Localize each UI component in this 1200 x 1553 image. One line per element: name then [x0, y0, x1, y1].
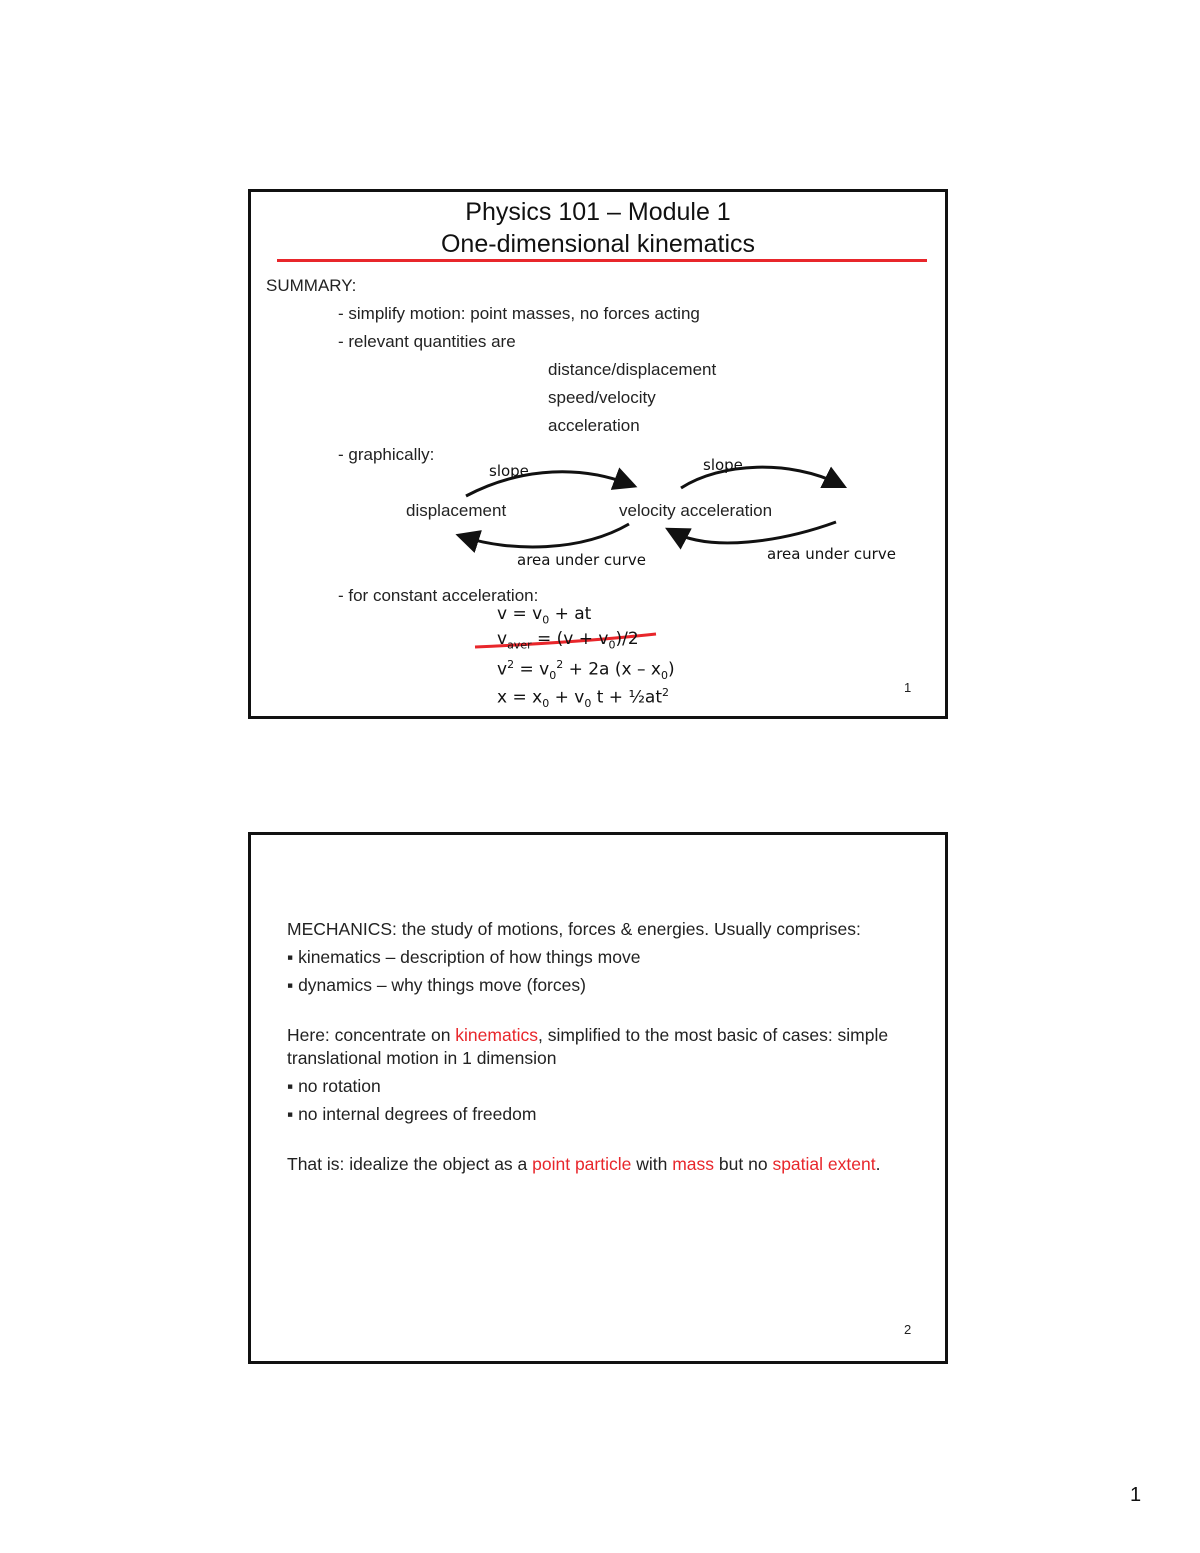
node-velocity-acceleration: velocity acceleration: [619, 501, 773, 520]
equation-position: $x = x_0 + v_0$ $t + \frac{1}{2}at^2$: [497, 686, 670, 711]
quantity-displacement: distance/displacement: [548, 360, 717, 379]
mechanics-definition: MECHANICS: the study of motions, forces & energies. Usually comprises:: [287, 919, 861, 939]
bullet-dynamics: ▪ dynamics – why things move (forces): [287, 975, 586, 995]
area-arrow-right: [673, 522, 836, 543]
idealize-paragraph: That is: idealize the object as a point particle with mass but no spatial extent.: [287, 1154, 881, 1174]
quantity-acceleration: acceleration: [548, 416, 640, 435]
slide-number: 1: [904, 680, 912, 695]
slide-number: 2: [904, 1322, 912, 1337]
slope-arrow-left: [466, 472, 629, 496]
highlight-point-particle: point particle: [532, 1154, 632, 1174]
bullet-no-internal-freedom: ▪ no internal degrees of freedom: [287, 1104, 537, 1124]
page-number: 1: [1130, 1484, 1142, 1506]
area-label-left: area under curve: [517, 551, 646, 569]
slide-1: [248, 189, 948, 719]
area-arrow-left: [464, 524, 629, 547]
slope-label-right: slope: [703, 456, 743, 474]
highlight-spatial-extent: spatial extent: [772, 1154, 876, 1174]
graphically-label: - graphically:: [338, 445, 435, 464]
highlight-kinematics: kinematics: [455, 1025, 538, 1045]
slide-title-line2: One-dimensional kinematics: [440, 230, 756, 258]
equation-velocity-squared: $v^2 = v_0^2 + 2a$ $(x - x_0)$: [497, 658, 675, 683]
quantity-velocity: speed/velocity: [548, 388, 656, 407]
summary-bullet-simplify: - simplify motion: point masses, no forces acting: [338, 304, 700, 323]
bullet-no-rotation: ▪ no rotation: [287, 1076, 381, 1096]
constant-acceleration-label: - for constant acceleration:: [338, 586, 539, 605]
here-paragraph: Here: concentrate on kinematics, simplified to the most basic of cases: simple translational motion in 1 dimension: [287, 1025, 889, 1068]
slide2-body: [287, 918, 917, 1181]
equation-velocity: $v = v_0$ + at: [497, 604, 592, 627]
highlight-mass: mass: [672, 1154, 715, 1174]
node-displacement: displacement: [406, 501, 507, 520]
slope-label-left: slope: [489, 462, 529, 480]
summary-bullet-quantities: - relevant quantities are: [338, 332, 516, 351]
slope-arrow-right: [681, 467, 839, 488]
summary-label: SUMMARY:: [266, 276, 357, 295]
bullet-kinematics: ▪ kinematics – description of how things move: [287, 947, 641, 967]
slide-2: [248, 832, 948, 1364]
slide-title-line1: Physics 101 – Module 1: [465, 198, 731, 226]
area-label-right: area under curve: [767, 545, 896, 563]
equation-average-velocity: $v_{aver} = (v + v_0)/2$: [497, 629, 639, 652]
